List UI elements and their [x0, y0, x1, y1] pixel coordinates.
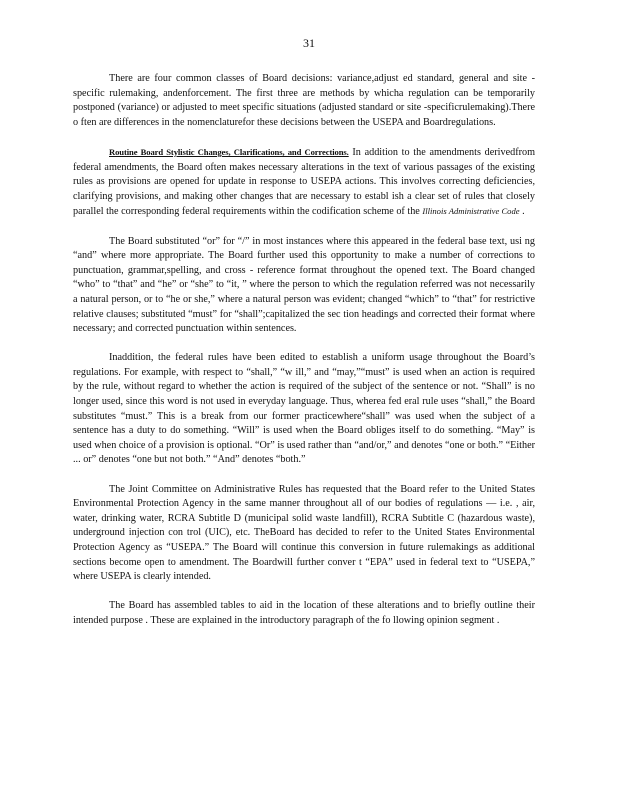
- paragraph-text: In addition to the amendments derivedfrom federal amendments, the Board often makes necessary alterations in the text of various passages of the existing rules as provisions are opened for update in response to USEPA actions. This involves correcting deficiencies, clarifying provisions, and making other changes that are necessary to establ ish a clear set of rules that closely parallel the corresponding federal requirements within the codification scheme of the: [73, 146, 535, 218]
- section-heading: Routine Board Stylistic Changes, Clarifications, and Corrections.: [109, 146, 349, 157]
- paragraph-usepa-reference: The Joint Committee on Administrative Rules has requested that the Board refer to the United States Environmental Protection Agency in the same manner throughout all of our bodies of regulations — i.e. , air, water, drinking water, RCRA Subtitle D (municipal solid waste landfill), RCRA Subtitle C (hazardous waste), underground injection con trol (UIC), etc. TheBoard has decided to refer to the United States Environmental Protection Agency as “USEPA.” The Board will continue this conversion in future rulemakings as additional sections become open to amendment. The Boardwill further conver t “EPA” used in federal text to “USEPA,” where USEPA is clearly intended.: [73, 483, 535, 583]
- page-number: 31: [303, 36, 315, 50]
- body-text: [73, 72, 535, 643]
- paragraph-stylistic-changes: [73, 145, 535, 220]
- paragraph-board-decisions: There are four common classes of Board decisions: variance,adjust ed standard, general and site - specific rulemaking, andenforcement. The first three are methods by whicha regulation can be temporarily postponed (variance) or adjusted to meet specific situations (adjusted standard or site -specificrulemaking).There o ften are differences in the nomenclaturefor these decisions between the USEPA and Boardregulations.: [73, 73, 535, 128]
- paragraph-end: .: [519, 206, 525, 218]
- paragraph-tables: The Board has assembled tables to aid in the location of these alterations and to briefly outline their intended purpose . These are explained in the introductory paragraph of the fo llowing opinion segment .: [73, 600, 535, 626]
- code-title: Illinois Administrative Code: [422, 206, 520, 217]
- paragraph-substitutions: The Board substituted “or” for “/” in most instances where this appeared in the federal base text, usi ng “and” where more appropriate. The Board further used this opportunity to make a number of corrections to punctuation, grammar,spelling, and cross - reference format throughout the opened text. The Board changed “who” to “that” and “he” or “she” to “it, ” where the person to which the regulation referred was not necessarily a natural person, or to “he or she,” where a natural person was evident; changed “which” to “that” for restrictive relative clauses; substituted “must” for “shall”;capitalized the sec tion headings and corrected their format where necessary; and corrected punctuation within sentences.: [73, 235, 535, 335]
- paragraph-uniform-usage: Inaddition, the federal rules have been edited to establish a uniform usage throughout the Board’s regulations. For example, with respect to “shall,” “w ill,” and “may,”“must” is used when an action is required by the rule, without regard to whether the action is required of the subject of the sentence or not. “Shall” is no longer used, since this word is not used in everyday language. Thus, wherea fed eral rule uses “shall,” the Board substitutes “must.” This is a break from our former practicewhere“shall” was used when the subject of a sentence has a duty to do something. “Will” is used when the Board obliges itself to do something. “May” is used when choice of a provision is optional. “Or” is used rather than “and/or,” and denotes “one or both.” “Either ... or” denotes “one but not both.” “And” denotes “both.”: [73, 352, 535, 466]
